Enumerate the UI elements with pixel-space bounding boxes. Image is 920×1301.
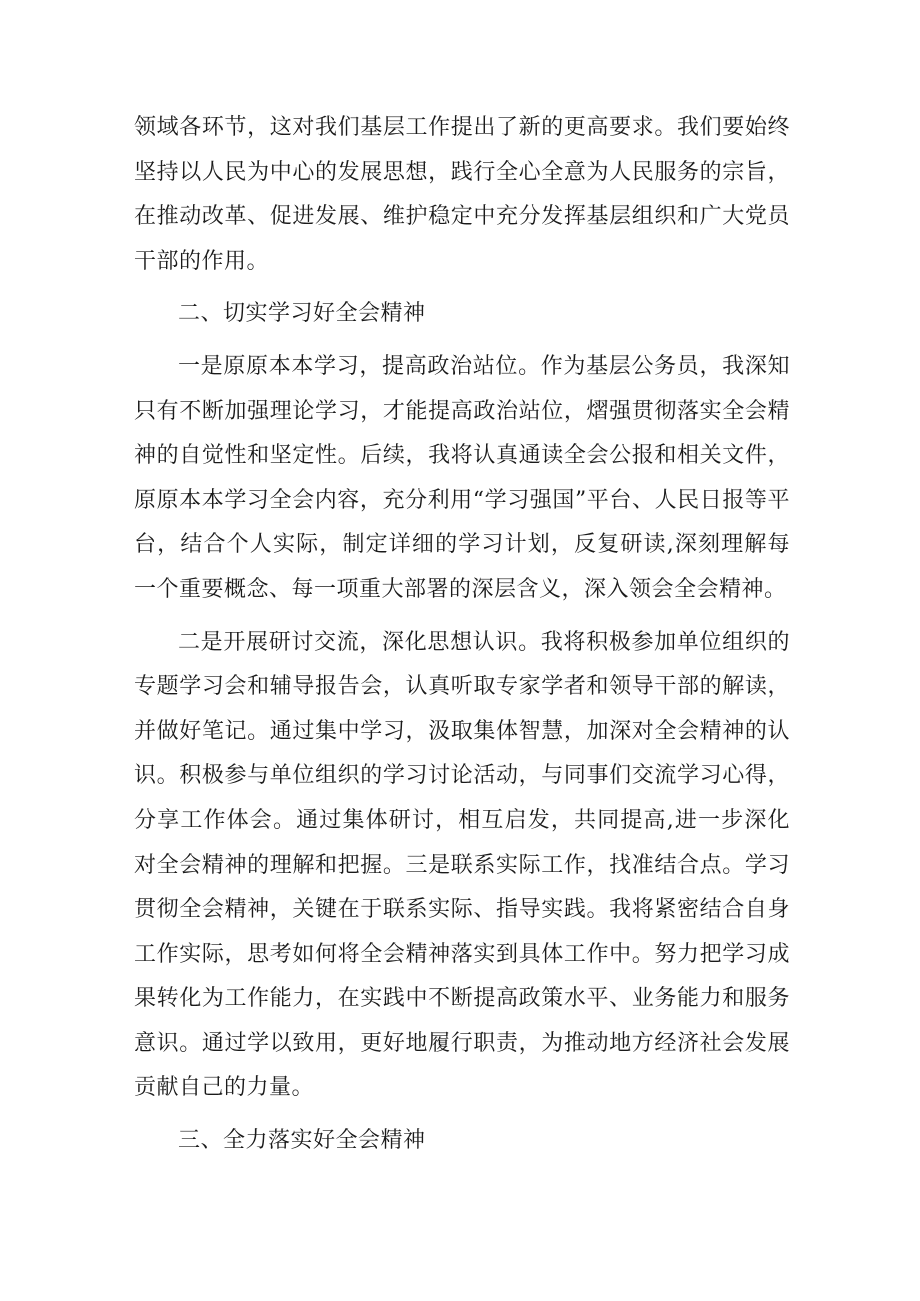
- paragraph-discussion-exchange: 二是开展研讨交流，深化思想认识。我将积极参加单位组织的专题学习会和辅导报告会，认真听取专家学者和领导干部的解读，并做好笔记。通过集中学习，汲取集体智慧，加深对全会精神的认识。积极参与单位组织的学习讨论活动，与同事们交流学习心得，分享工作体会。通过集体研讨，相互启发，共同提高,进一步深化对全会精神的理解和把握。三是联系实际工作，找准结合点。学习贯彻全会精神，关键在于联系实际、指导实践。我将紧密结合自身工作实际，思考如何将全会精神落实到具体工作中。努力把学习成果转化为工作能力，在实践中不断提高政策水平、业务能力和服务意识。通过学以致用，更好地履行职责，为推动地方经济社会发展贡献自己的力量。: [134, 629, 790, 1101]
- document-body: [134, 106, 790, 1164]
- section-heading-two: 二、切实学习好全会精神: [178, 301, 426, 327]
- paragraph-study-original: 一是原原本本学习，提高政治站位。作为基层公务员，我深知只有不断加强理论学习，才能提高政治站位，熠强贯彻落实全会精神的自觉性和坚定性。后续，我将认真通读全会公报和相关文件，原原本本学习全会内容，充分利用“学习强国”平台、人民日报等平台，结合个人实际，制定详细的学习计划，反复研读,深刻理解每一个重要概念、每一项重大部署的深层含义，深入领会全会精神。: [134, 353, 790, 602]
- paragraph-continuation: 领域各环节，这对我们基层工作提出了新的更高要求。我们要始终坚持以人民为中心的发展思想，践行全心全意为人民服务的宗旨，在推动改革、促进发展、维护稳定中充分发挥基层组织和广大党员干部的作用。: [134, 115, 790, 274]
- section-heading-three: 三、全力落实好全会精神: [178, 1128, 426, 1154]
